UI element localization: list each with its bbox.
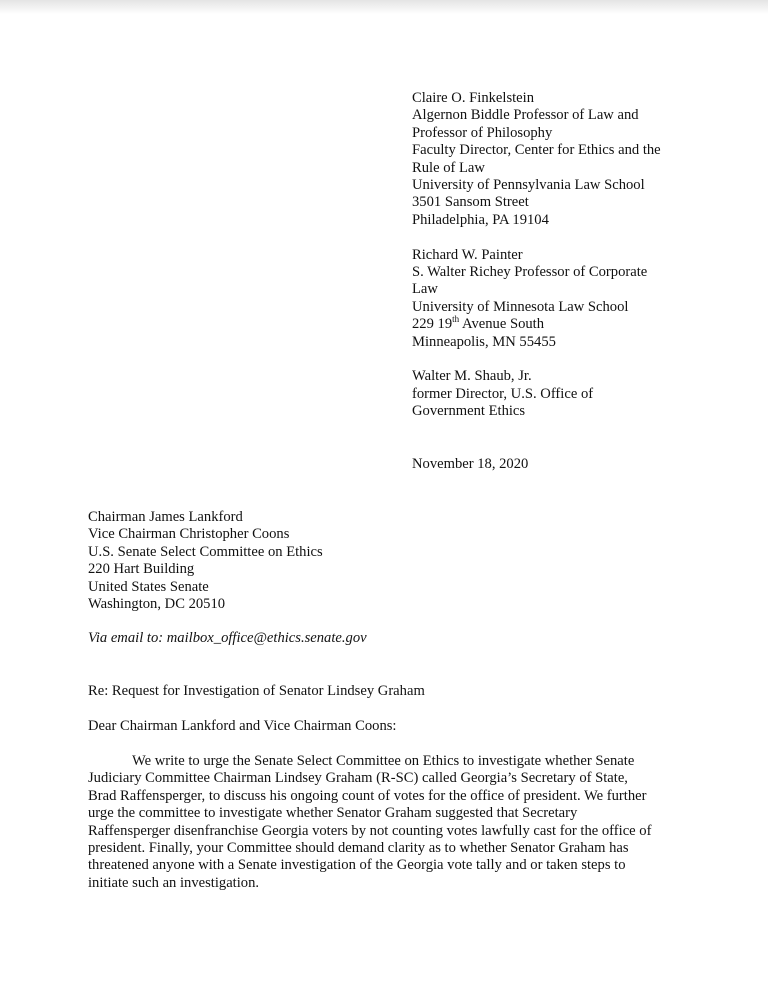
- sender-line: University of Minnesota Law School: [412, 298, 629, 315]
- sender-line: Rule of Law: [412, 159, 485, 176]
- body-line: Judiciary Committee Chairman Lindsey Graham (R-SC) called Georgia’s Secretary of State,: [88, 770, 628, 787]
- salutation: Dear Chairman Lankford and Vice Chairman Coons:: [88, 718, 397, 734]
- sender-block: [412, 90, 712, 438]
- street-ordinal-suffix: th: [452, 314, 460, 325]
- sender-line: former Director, U.S. Office of: [412, 385, 594, 402]
- street-number: 229 19: [412, 316, 453, 333]
- body-line: threatened anyone with a Senate investigation of the Georgia vote tally and or taken steps to: [88, 857, 626, 874]
- recipient-line: 220 Hart Building: [88, 561, 195, 578]
- recipient-address: [88, 509, 323, 613]
- body-line: president. Finally, your Committee should demand clarity as to whether Senator Graham has: [88, 840, 629, 857]
- sender-line: Professor of Philosophy: [412, 124, 553, 141]
- subject-line: Re: Request for Investigation of Senator Lindsey Graham: [88, 683, 425, 699]
- sender-line: Claire O. Finkelstein: [412, 90, 535, 106]
- sender-line: Algernon Biddle Professor of Law and: [412, 107, 639, 124]
- street-rest: Avenue South: [459, 316, 545, 333]
- recipient-line: United States Senate: [88, 578, 209, 595]
- recipient-line: Chairman James Lankford: [88, 509, 243, 525]
- sender-line: Minneapolis, MN 55455: [412, 333, 556, 350]
- sender-line: Richard W. Painter: [412, 246, 523, 263]
- recipient-line: Vice Chairman Christopher Coons: [88, 526, 290, 543]
- sender-line: Walter M. Shaub, Jr.: [412, 368, 532, 385]
- body-line: initiate such an investigation.: [88, 874, 260, 891]
- letter-date: November 18, 2020: [412, 456, 529, 472]
- recipient-line: Washington, DC 20510: [88, 596, 226, 613]
- delivery-method: Via email to: mailbox_office@ethics.senate.gov: [88, 630, 367, 646]
- sender-line: University of Pennsylvania Law School: [412, 177, 645, 194]
- body-line: urge the committee to investigate whether Senator Graham suggested that Secretary: [88, 805, 578, 822]
- page-top-shadow: [0, 0, 768, 14]
- body-paragraph: [88, 753, 678, 892]
- body-line: We write to urge the Senate Select Committee on Ethics to investigate whether Senate: [132, 753, 635, 769]
- sender-line: Government Ethics: [412, 403, 526, 420]
- sender-finkelstein: [412, 90, 712, 229]
- sender-line: Faculty Director, Center for Ethics and the: [412, 142, 661, 159]
- sender-painter: [412, 247, 712, 351]
- sender-shaub: [412, 368, 712, 420]
- sender-line: S. Walter Richey Professor of Corporate: [412, 264, 648, 281]
- sender-line: Law: [412, 281, 438, 298]
- sender-line: 3501 Sansom Street: [412, 194, 529, 211]
- sender-line: Philadelphia, PA 19104: [412, 211, 549, 228]
- recipient-line: U.S. Senate Select Committee on Ethics: [88, 543, 323, 560]
- sender-street-line: [412, 316, 712, 333]
- body-line: Raffensperger disenfranchise Georgia voters by not counting votes lawfully cast for the office of: [88, 822, 652, 839]
- body-line: Brad Raffensperger, to discuss his ongoing count of votes for the office of president. We further: [88, 787, 647, 804]
